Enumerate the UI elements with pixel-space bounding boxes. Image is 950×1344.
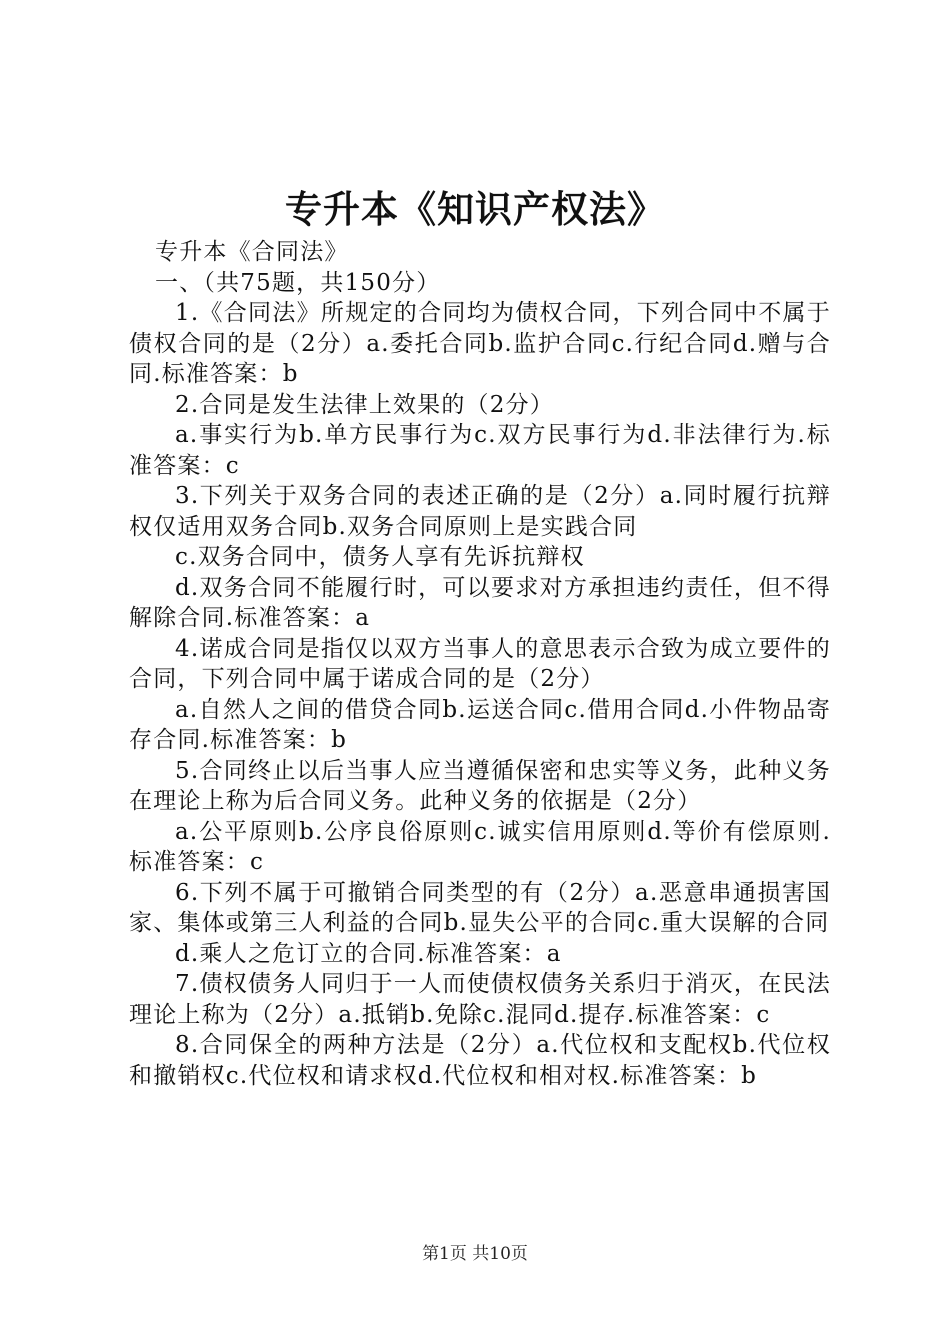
question-4: 4.诺成合同是指仅以双方当事人的意思表示合致为成立要件的合同，下列合同中属于诺成合同的是（2分） bbox=[129, 635, 831, 692]
question-2: 2.合同是发生法律上效果的（2分） bbox=[175, 391, 554, 418]
question-3-option-d: d.双务合同不能履行时，可以要求对方承担违约责任，但不得解除合同.标准答案：a bbox=[129, 574, 831, 631]
section-subtitle: 专升本《合同法》 bbox=[155, 239, 349, 265]
document-body bbox=[129, 237, 831, 1091]
document-title: 专升本《知识产权法》 bbox=[285, 187, 665, 231]
question-8: 8.合同保全的两种方法是（2分）a.代位权和支配权b.代位权和撤销权c.代位权和请求权d.代位权和相对权.标准答案：b bbox=[129, 1032, 831, 1089]
section-heading: 一、（共75题，共150分） bbox=[155, 269, 441, 296]
question-6: 6.下列不属于可撤销合同类型的有（2分）a.恶意串通损害国家、集体或第三人利益的合同b.显失公平的合同c.重大误解的合同 bbox=[129, 879, 831, 936]
question-3: 3.下列关于双务合同的表述正确的是（2分）a.同时履行抗辩权仅适用双务合同b.双务合同原则上是实践合同 bbox=[129, 483, 831, 540]
question-5-options: a.公平原则b.公序良俗原则c.诚实信用原则d.等价有偿原则.标准答案：c bbox=[129, 818, 831, 875]
question-3-option-c: c.双务合同中，债务人享有先诉抗辩权 bbox=[175, 544, 585, 570]
question-2-options: a.事实行为b.单方民事行为c.双方民事行为d.非法律行为.标准答案：c bbox=[129, 422, 831, 479]
page-footer: 第1页 共10页 bbox=[422, 1244, 528, 1264]
question-1: 1.《合同法》所规定的合同均为债权合同，下列合同中不属于债权合同的是（2分）a.委托合同b.监护合同c.行纪合同d.赠与合同.标准答案：b bbox=[129, 300, 831, 387]
question-6-option-d: d.乘人之危订立的合同.标准答案：a bbox=[175, 940, 562, 967]
question-7: 7.债权债务人同归于一人而使债权债务关系归于消灭，在民法理论上称为（2分）a.抵销b.免除c.混同d.提存.标准答案：c bbox=[129, 971, 831, 1028]
question-5: 5.合同终止以后当事人应当遵循保密和忠实等义务，此种义务在理论上称为后合同义务。此种义务的依据是（2分） bbox=[129, 757, 831, 814]
question-4-options: a.自然人之间的借贷合同b.运送合同c.借用合同d.小件物品寄存合同.标准答案：b bbox=[129, 696, 831, 753]
